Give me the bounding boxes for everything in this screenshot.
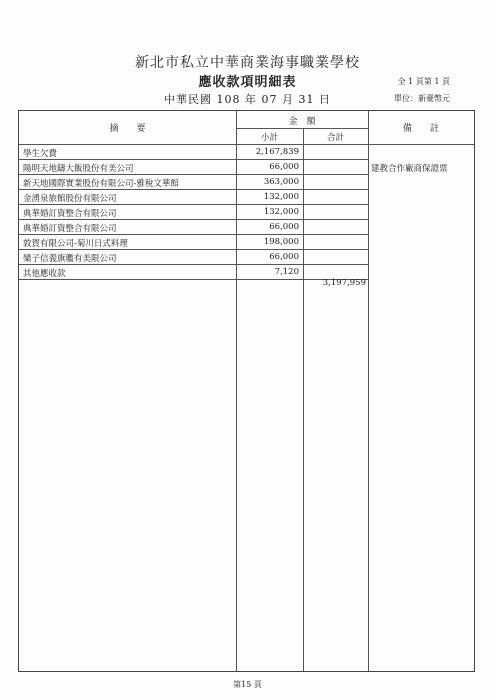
row-subtotal: 66,000 — [269, 222, 299, 232]
row-name: 其他應收款 — [23, 269, 66, 279]
table-row — [19, 145, 476, 160]
row-name: 典華婚訂資整合有限公司 — [23, 209, 117, 219]
receivables-table — [18, 110, 475, 672]
row-subtotal: 66,000 — [269, 252, 299, 262]
header-summary: 摘 要 — [109, 124, 146, 134]
row-name: 學生欠費 — [23, 149, 58, 159]
row-subtotal: 2,167,839 — [255, 147, 299, 157]
currency-unit: 單位：新臺幣元 — [394, 94, 450, 103]
row-subtotal: 198,000 — [263, 237, 299, 247]
row-subtotal: 7,120 — [274, 267, 299, 277]
grand-total: 3,197,959 — [322, 278, 366, 288]
row-name: 敦賀有限公司-菊川日式料理 — [23, 239, 128, 249]
page-info: 全 1 頁第 1 頁 — [397, 77, 450, 86]
table-row — [19, 265, 476, 280]
table-row — [19, 205, 476, 220]
table-row — [19, 190, 476, 205]
table-row — [19, 235, 476, 250]
table-row — [19, 220, 476, 235]
row-subtotal: 363,000 — [263, 177, 299, 187]
header-total: 合計 — [326, 133, 344, 143]
row-subtotal: 132,000 — [263, 192, 299, 202]
row-name: 典華婚訂資整合有限公司 — [23, 224, 117, 234]
row-name: 金湧泉旅館股份有限公司 — [23, 194, 117, 204]
school-name: 新北市私立中華商業海事職業學校 — [135, 55, 360, 71]
header-subtotal: 小計 — [260, 133, 278, 143]
table-row — [19, 175, 476, 190]
row-name: 新天地國際實業股份有限公司-雅稅文華館 — [23, 179, 179, 189]
header-mid-line — [236, 128, 368, 129]
report-date: 中華民國 108 年 07 月 31 日 — [164, 93, 331, 106]
header-amount: 金 額 — [288, 117, 316, 127]
row-name: 欒子信義旗艦有美限公司 — [23, 254, 117, 264]
report-title: 應收款項明細表 — [198, 75, 297, 90]
row-subtotal: 66,000 — [269, 162, 299, 172]
table-row — [19, 160, 476, 175]
row-note: 建教合作廠商保證票 — [371, 164, 448, 174]
page-number: 第15 頁 — [233, 680, 262, 689]
header-remarks: 備 註 — [402, 124, 439, 134]
row-subtotal: 132,000 — [263, 207, 299, 217]
table-row — [19, 250, 476, 265]
row-name: 陽明天地鑄大飯股份有美公司 — [23, 164, 134, 174]
